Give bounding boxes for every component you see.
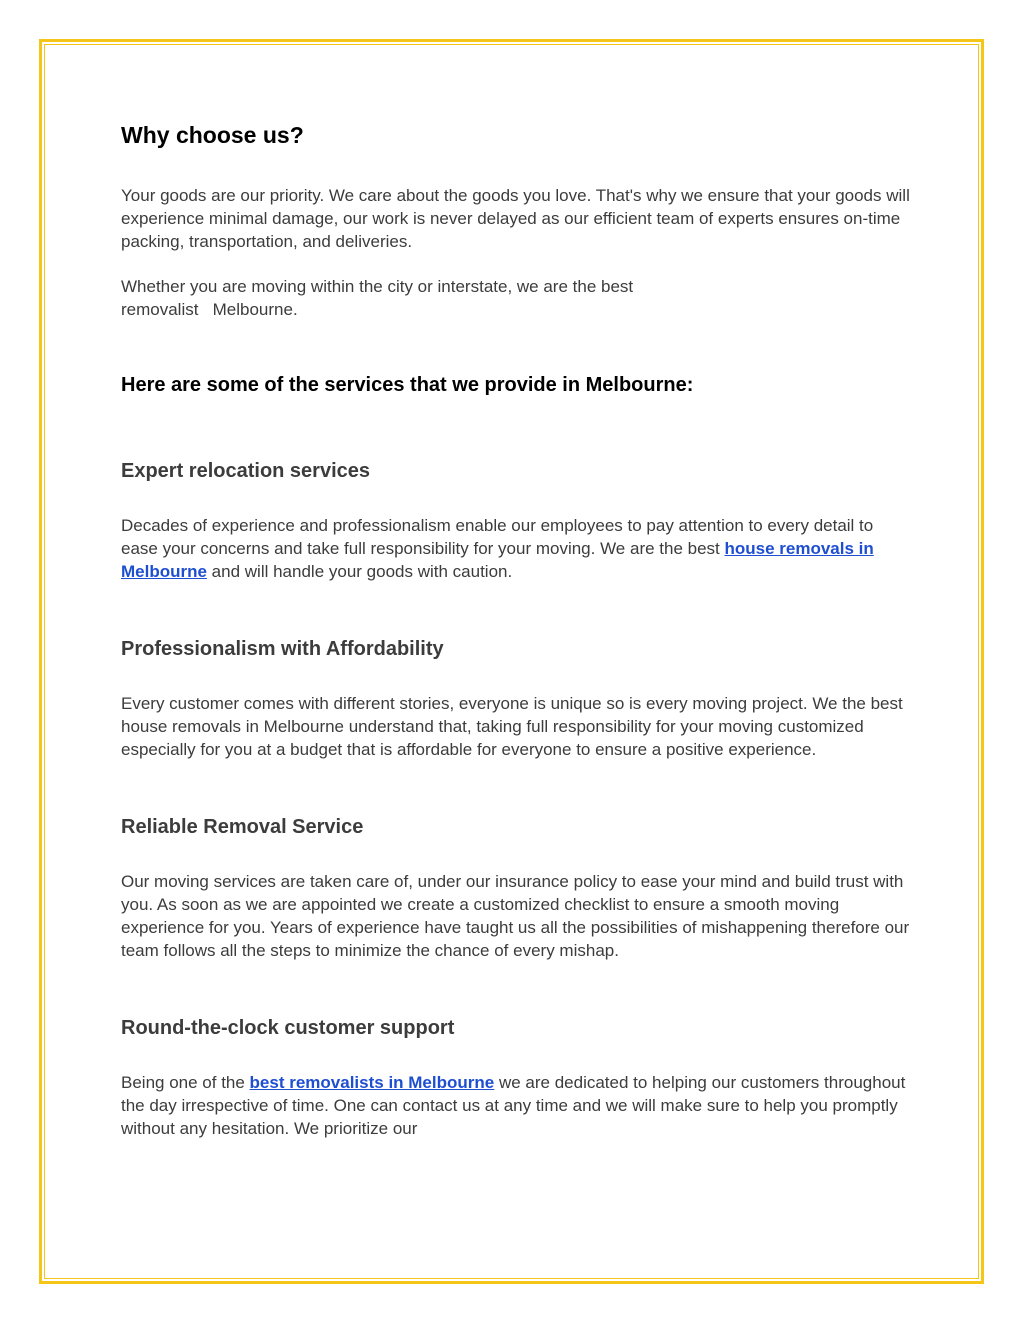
intro-paragraph-2-line-1: Whether you are moving within the city or interstate, we are the best	[121, 277, 634, 296]
section-text-expert-relocation	[121, 514, 911, 583]
best-removalists-link[interactable]: best removalists in Melbourne	[249, 1073, 495, 1092]
section-text-reliable-removal: Our moving services are taken care of, under our insurance policy to ease your mind and build trust with you. As soon as we are appointed we create a customized checklist to ensure a smooth moving experience for you. Years of experience have taught us all the possibilities of mishappening therefore our team follows all the steps to minimize the chance of every mishap.	[121, 872, 910, 960]
section-heading-customer-support: Round-the-clock customer support	[121, 1017, 455, 1039]
intro-paragraph-1: Your goods are our priority. We care about the goods you love. That's why we ensure that your goods will experience minimal damage, our work is never delayed as our efficient team of experts ensures on-time packing, transportation, and deliveries.	[121, 186, 910, 251]
house-removals-link[interactable]: house removals in Melbourne	[121, 539, 874, 581]
section-text-after-link: we are dedicated to helping our customers throughout the day irrespective of time. One can contact us at any time and we will make sure to help you promptly without any hesitation. We prioritize our	[121, 1073, 906, 1138]
document-content	[121, 118, 911, 1140]
section-text-after-link: and will handle your goods with caution.	[206, 562, 513, 581]
section-heading-affordability: Professionalism with Affordability	[121, 638, 444, 660]
section-text-before-link: Decades of experience and professionalism enable our employees to pay attention to every detail to ease your concerns and take full responsibility for your moving. We are the best	[121, 516, 874, 558]
intro-paragraph-2	[121, 275, 911, 321]
page-title: Why choose us?	[121, 122, 304, 148]
section-heading-reliable-removal: Reliable Removal Service	[121, 816, 364, 838]
section-text-affordability: Every customer comes with different stories, everyone is unique so is every moving project. We the best house removals in Melbourne understand that, taking full responsibility for your moving customized especially for you at a budget that is affordable for everyone to ensure a positive experience.	[121, 694, 903, 759]
section-heading-expert-relocation: Expert relocation services	[121, 460, 371, 482]
services-heading: Here are some of the services that we provide in Melbourne:	[121, 374, 694, 396]
intro-paragraph-2-line-2: removalist Melbourne.	[121, 300, 298, 319]
section-text-before-link: Being one of the	[121, 1073, 250, 1092]
section-text-customer-support	[121, 1071, 911, 1140]
